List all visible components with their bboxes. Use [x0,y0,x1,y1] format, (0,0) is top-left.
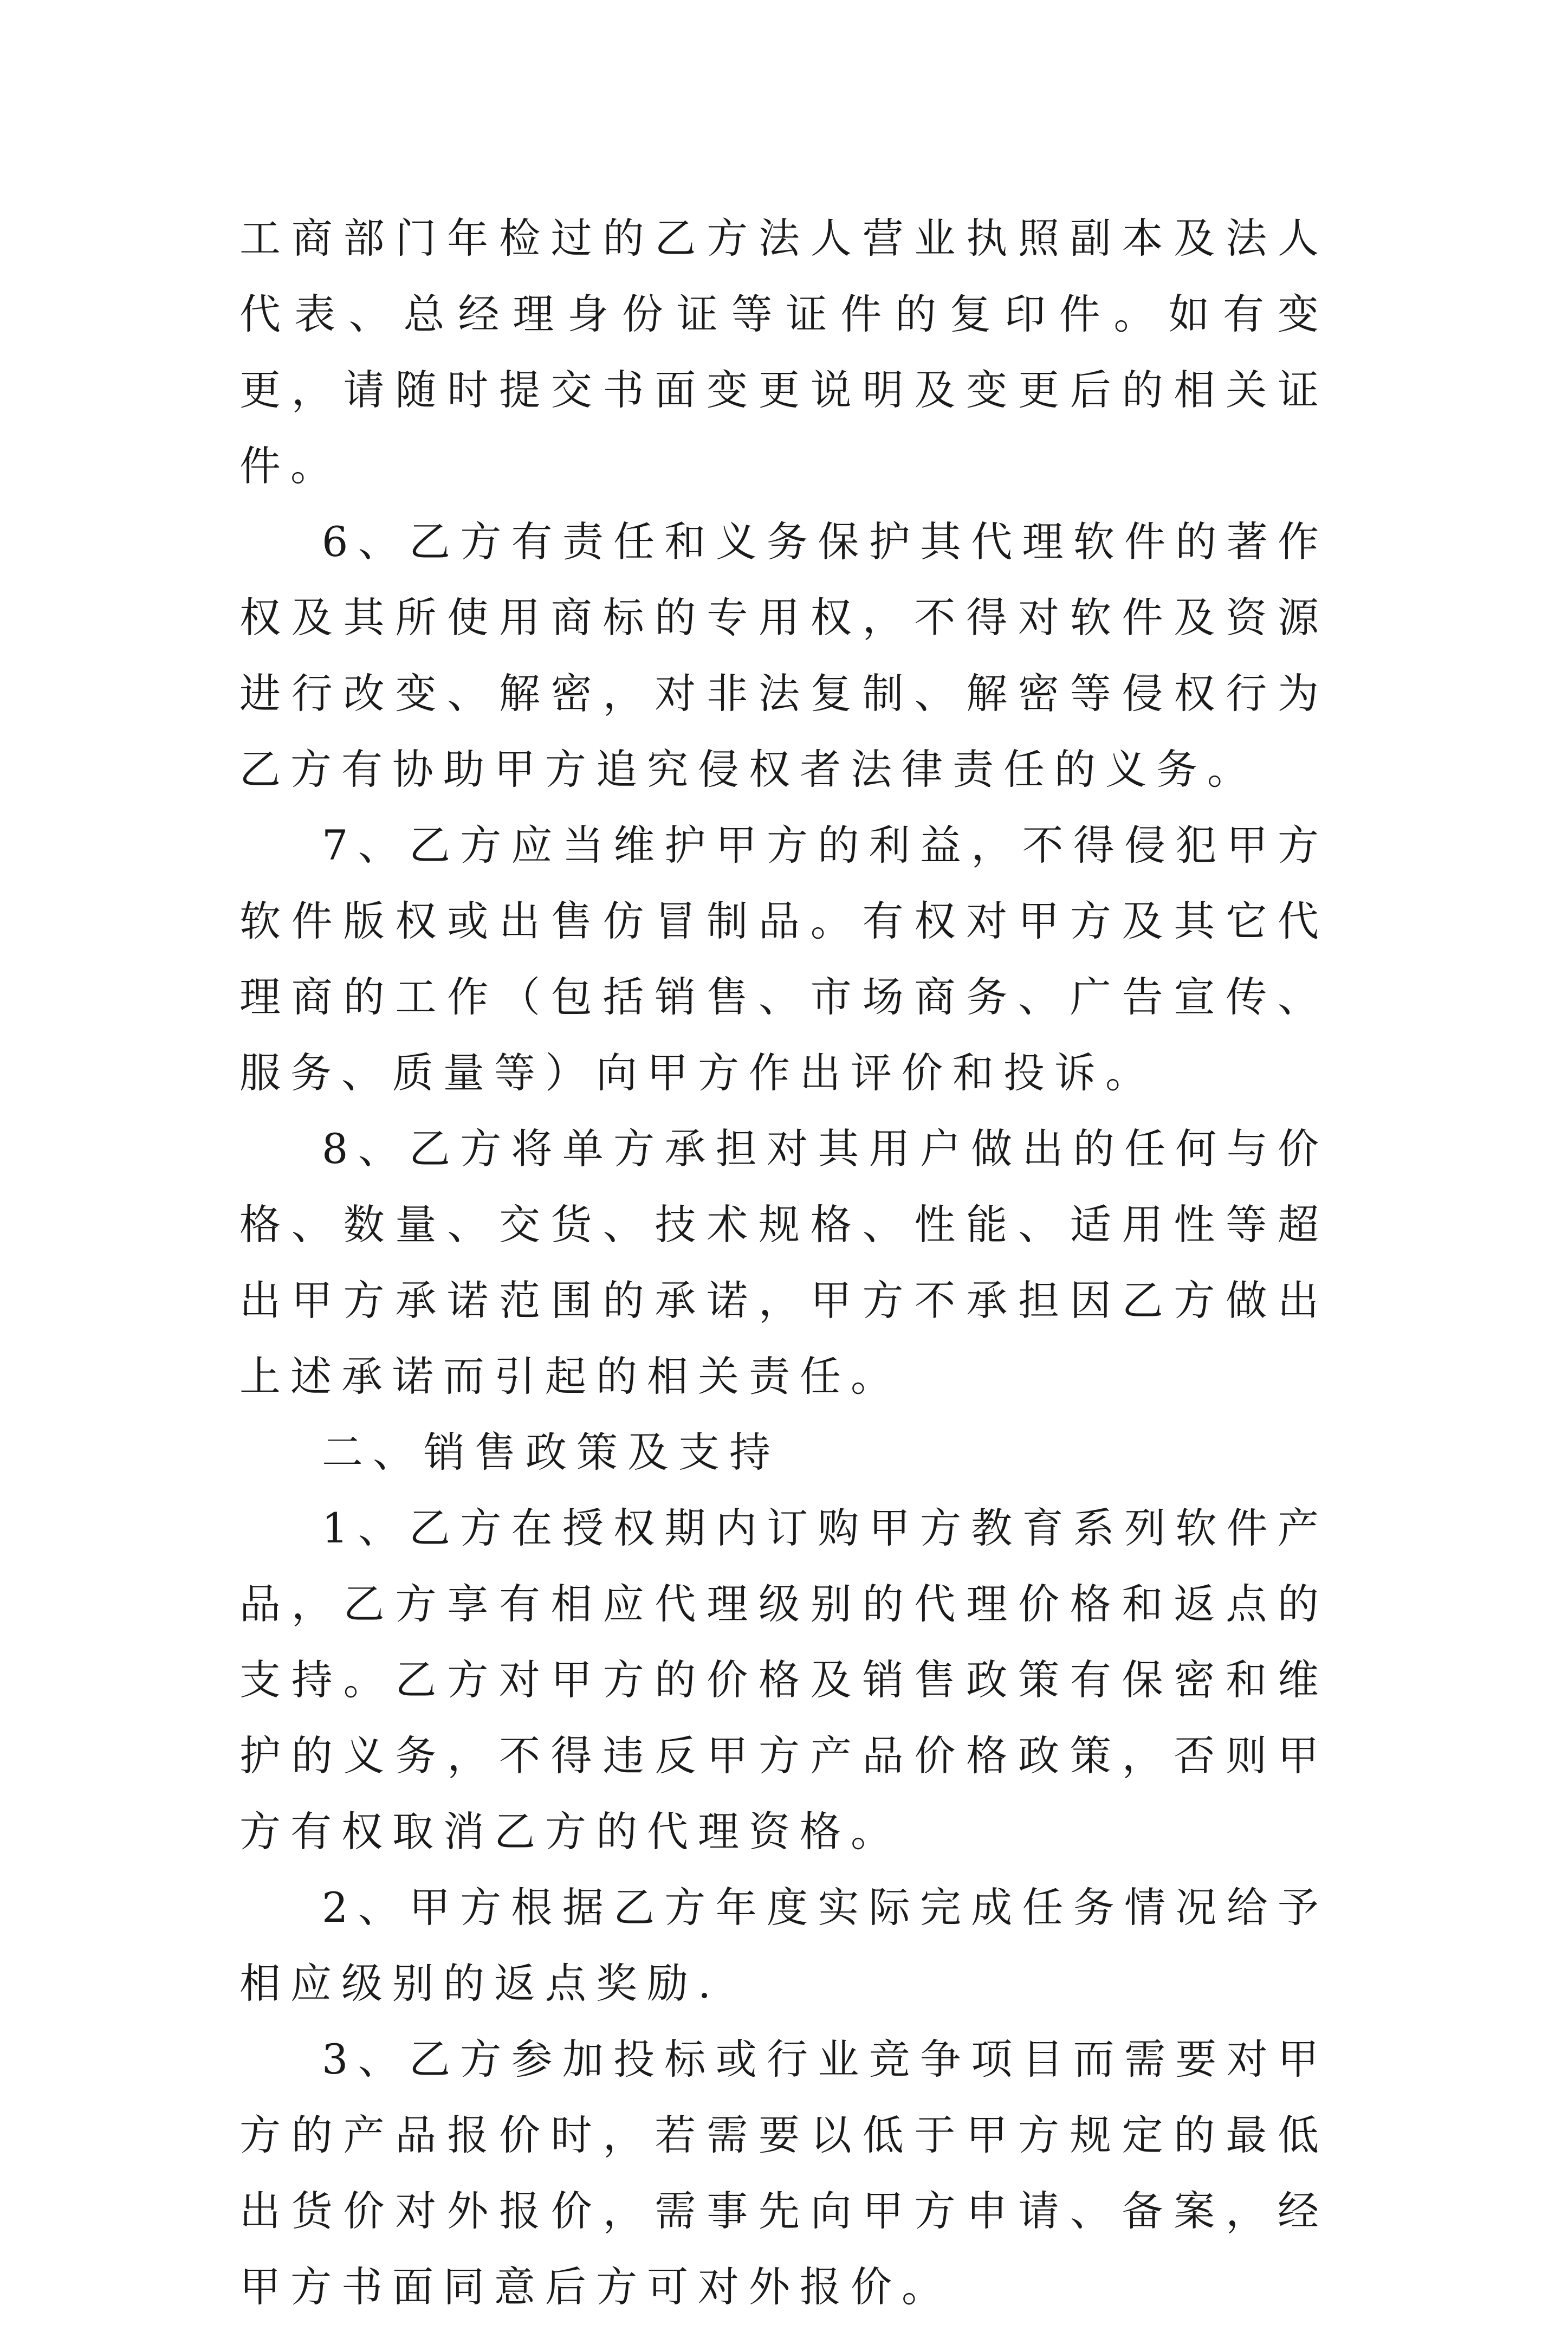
paragraph-clause-8: 8、乙方将单方承担对其用户做出的任何与价格、数量、交货、技术规格、性能、适用性等超出甲方承诺范围的承诺，甲方不承担因乙方做出上述承诺而引起的相关责任。 [239,1125,1329,1400]
paragraph-sales-1: 1、乙方在授权期内订购甲方教育系列软件产品，乙方享有相应代理级别的代理价格和返点的支持。乙方对甲方的价格及销售政策有保密和维护的义务，不得违反甲方产品价格政策，否则甲方有权取消乙方的代理资格。 [239,1504,1329,1856]
document-body [239,201,1329,2325]
section-heading-sales-policy: 二、销售政策及支持 [322,1428,780,1476]
paragraph-sales-3: 3、乙方参加投标或行业竞争项目而需要对甲方的产品报价时，若需要以低于甲方规定的最低出货价对外报价，需事先向甲方申请、备案，经甲方书面同意后方可对外报价。 [239,2035,1329,2311]
paragraph-clause-7: 7、乙方应当维护甲方的利益，不得侵犯甲方软件版权或出售仿冒制品。有权对甲方及其它代理商的工作（包括销售、市场商务、广告宣传、服务、质量等）向甲方作出评价和投诉。 [239,821,1329,1097]
paragraph-continued: 工商部门年检过的乙方法人营业执照副本及法人代表、总经理身份证等证件的复印件。如有变更，请随时提交书面变更说明及变更后的相关证件。 [239,214,1329,490]
paragraph-sales-2: 2、甲方根据乙方年度实际完成任务情况给予相应级别的返点奖励. [239,1883,1329,2007]
paragraph-clause-6: 6、乙方有责任和义务保护其代理软件的著作权及其所使用商标的专用权，不得对软件及资源进行改变、解密，对非法复制、解密等侵权行为乙方有协助甲方追究侵权者法律责任的义务。 [239,518,1329,793]
